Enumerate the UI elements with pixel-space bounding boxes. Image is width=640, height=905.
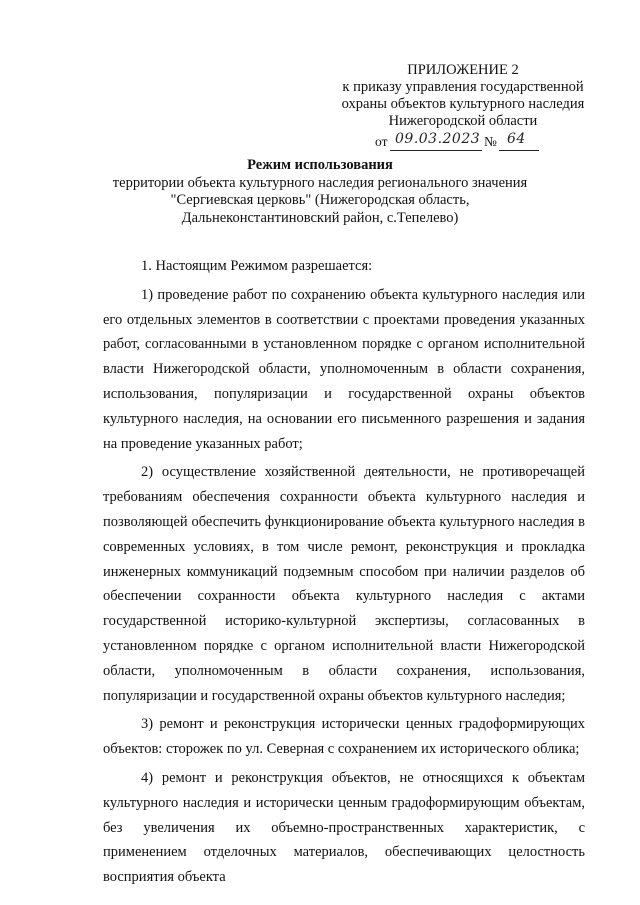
document-title <box>90 157 550 227</box>
title-line-3: Дальнеконстантиновский район, с.Тепелево) <box>181 209 459 226</box>
appendix-header <box>328 62 598 130</box>
order-date-number <box>375 132 545 152</box>
clause-1-item-2: 2) осуществление хозяйственной деятельности, не противоречащей требованиям обеспечения сохранности объекта культурного наследия и позволяющей обеспечить функционирование объекта культурного наследия в современных условиях, в том числе ремонт, реконструкция и прокладка инженерных коммуникаций подземным способом при наличии разделов об обеспечении сохранности объекта культурного наследия с актами государственной историко-культурной экспертизы, согласованных в установленном порядке с органом исполнительной власти Нижегородской области, уполномоченным в области сохранения, использования, популяризации и государственной охраны объектов культурного наследия; <box>103 464 585 704</box>
title-line-2: "Сергиевская церковь" (Нижегородская область, <box>170 192 470 208</box>
appendix-region: Нижегородской области <box>388 113 538 129</box>
appendix-order-ref-2: охраны объектов культурного наследия <box>341 96 585 112</box>
number-underline <box>499 150 539 151</box>
appendix-order-ref: к приказу управления государственной <box>342 79 584 95</box>
title-heading: Режим использования <box>247 157 393 173</box>
handwritten-date: 09.03.2023 <box>395 131 481 147</box>
clause-1-item-3: 3) ремонт и реконструкция исторически ценных градоформирующих объектов: сторожек по ул. Северная с сохранением их исторического облика; <box>103 716 585 758</box>
appendix-title: ПРИЛОЖЕНИЕ 2 <box>407 62 519 78</box>
date-underline <box>390 150 482 151</box>
date-prefix: от <box>375 134 388 149</box>
number-prefix: № <box>484 134 497 149</box>
handwritten-number: 64 <box>507 131 526 147</box>
clause-1-item-1: 1) проведение работ по сохранению объекта культурного наследия или его отдельных элементов в соответствии с проектами проведения указанных работ, согласованными в установленном порядке с органом исполнительной власти Нижегородской области, уполномоченным в области сохранения, использования, популяризации и государственной охраны объектов культурного наследия, на основании его письменного разрешения и задания на проведение указанных работ; <box>103 286 585 452</box>
clause-1-item-4: 4) ремонт и реконструкция объектов, не относящихся к объектам культурного наследия и исторически ценным градоформирующим объектам, без увеличения их объемно-пространственных характеристик, с применением отделочных материалов, обеспечивающих целостность восприятия объекта <box>103 769 585 886</box>
document-body <box>103 254 585 890</box>
title-line-1: территории объекта культурного наследия регионального значения <box>112 174 528 191</box>
clause-1: 1. Настоящим Режимом разрешается: <box>141 258 373 274</box>
